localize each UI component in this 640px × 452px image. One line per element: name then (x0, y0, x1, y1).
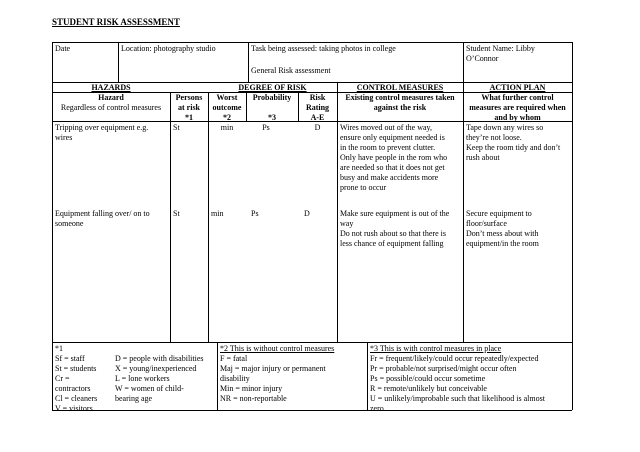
legend-line: St = students (55, 364, 97, 373)
probability-value: Ps (251, 209, 259, 218)
rating-value: D (314, 123, 321, 132)
legend-head: *2 This is without control measures (220, 344, 335, 353)
hazard-text: someone (55, 219, 84, 228)
action-line: Don’t mess about with (466, 229, 539, 238)
outcome-value: min (220, 123, 234, 132)
action-line: floor/surface (466, 219, 507, 228)
control-line: Wires moved out of the way, (340, 123, 433, 132)
control-line: busy and make accidents more (340, 173, 439, 182)
legend-line: V = visitors (55, 404, 93, 413)
control-line: Do not rush about so that there is (340, 229, 446, 238)
action-line: Tape down any wires so (466, 123, 544, 132)
legend-line: disability (220, 374, 250, 383)
legend-line: L = lone workers (115, 374, 170, 383)
legend-line: Pr = probable/not surprised/might occur often (370, 364, 517, 373)
legend-line: NR = non-reportable (220, 394, 287, 403)
col-worst-1: Worst (216, 93, 238, 102)
general-assessment-label: General Risk assessment (251, 66, 331, 75)
action-line: they’re not loose. (466, 133, 522, 142)
legend-head: *3 This is with control measures in place (370, 344, 502, 353)
col-rating-2: Rating (305, 103, 330, 112)
legend-line: U = unlikely/improbable such that likelihood is almost (370, 394, 545, 403)
action-line: rush about (466, 153, 500, 162)
col-further-2: measures are required when (469, 103, 566, 112)
legend-line: contractors (55, 384, 91, 393)
control-line: less chance of equipment falling (340, 239, 444, 248)
legend-line: Ps = possible/could occur sometime (370, 374, 486, 383)
rating-value: D (304, 209, 310, 218)
control-line: ensure only equipment needed is (340, 133, 445, 142)
col-persons-2: at risk (178, 103, 200, 112)
persons-value: St (173, 209, 180, 218)
control-line: are needed so that it does not get (340, 163, 445, 172)
hazard-text: Equipment falling over/ on to (55, 209, 150, 218)
legend-line: X = young/inexperienced (115, 364, 197, 373)
col-worst-2: outcome (212, 103, 242, 112)
legend-line: Maj = major injury or permanent (220, 364, 326, 373)
col-persons-3: *1 (185, 113, 193, 122)
legend-line: F = fatal (220, 354, 248, 363)
legend-line: D = people with disabilities (115, 354, 204, 363)
legend-line: Cl = cleaners (55, 394, 98, 403)
hazard-text: wires (55, 133, 73, 142)
col-further-3: and by whom (494, 113, 541, 122)
persons-value: St (173, 123, 180, 132)
task-label: Task being assessed: taking photos in college (251, 44, 396, 53)
action-line: Keep the room tidy and don’t (466, 143, 561, 152)
probability-value: Ps (262, 123, 270, 132)
section-degree-of-risk: DEGREE OF RISK (238, 83, 307, 92)
student-name-line1: Student Name: Libby (466, 44, 535, 53)
control-line: in the room to prevent clutter. (340, 143, 436, 152)
col-probability-3: *3 (268, 113, 276, 122)
col-existing-2: against the risk (373, 103, 427, 112)
control-line: Only have people in the rom who (340, 153, 448, 162)
legend-line: bearing age (115, 394, 153, 403)
outcome-value: min (211, 209, 224, 218)
legend-head: *1 (55, 344, 63, 353)
legend-line: Cr = (55, 374, 70, 383)
control-line: prone to occur (340, 183, 387, 192)
col-further-1: What further control (481, 93, 554, 102)
legend-line: W = women of child- (115, 384, 184, 393)
legend-line: R = remote/unlikely but conceivable (370, 384, 487, 393)
legend-line: zero (370, 404, 384, 413)
col-hazard: Hazard (98, 93, 124, 102)
action-line: Secure equipment to (466, 209, 532, 218)
action-line: equipment/in the room (466, 239, 539, 248)
col-hazard-sub: Regardless of control measures (60, 103, 162, 112)
legend-line: Sf = staff (55, 354, 85, 363)
col-rating-1: Risk (309, 93, 326, 102)
page-title: STUDENT RISK ASSESSMENT (52, 17, 180, 27)
student-name-line2: O’Connor (466, 54, 499, 63)
col-existing-1: Existing control measures taken (345, 93, 455, 102)
control-line: Make sure equipment is out of the (340, 209, 450, 218)
section-hazards: HAZARDS (91, 83, 131, 92)
col-worst-3: *2 (223, 113, 231, 122)
control-line: way (340, 219, 354, 228)
date-label: Date (55, 44, 71, 53)
section-control-measures: CONTROL MEASURES (356, 83, 444, 92)
col-persons-1: Persons (175, 93, 203, 102)
location-label: Location: photography studio (121, 44, 216, 53)
col-probability: Probability (252, 93, 292, 102)
hazard-text: Tripping over equipment e.g. (55, 123, 149, 132)
legend-line: Fr = frequent/likely/could occur repeatedly/expected (370, 354, 539, 363)
section-action-plan: ACTION PLAN (489, 83, 546, 92)
col-rating-3: A-E (310, 113, 325, 122)
legend-line: Min = minor injury (220, 384, 283, 393)
